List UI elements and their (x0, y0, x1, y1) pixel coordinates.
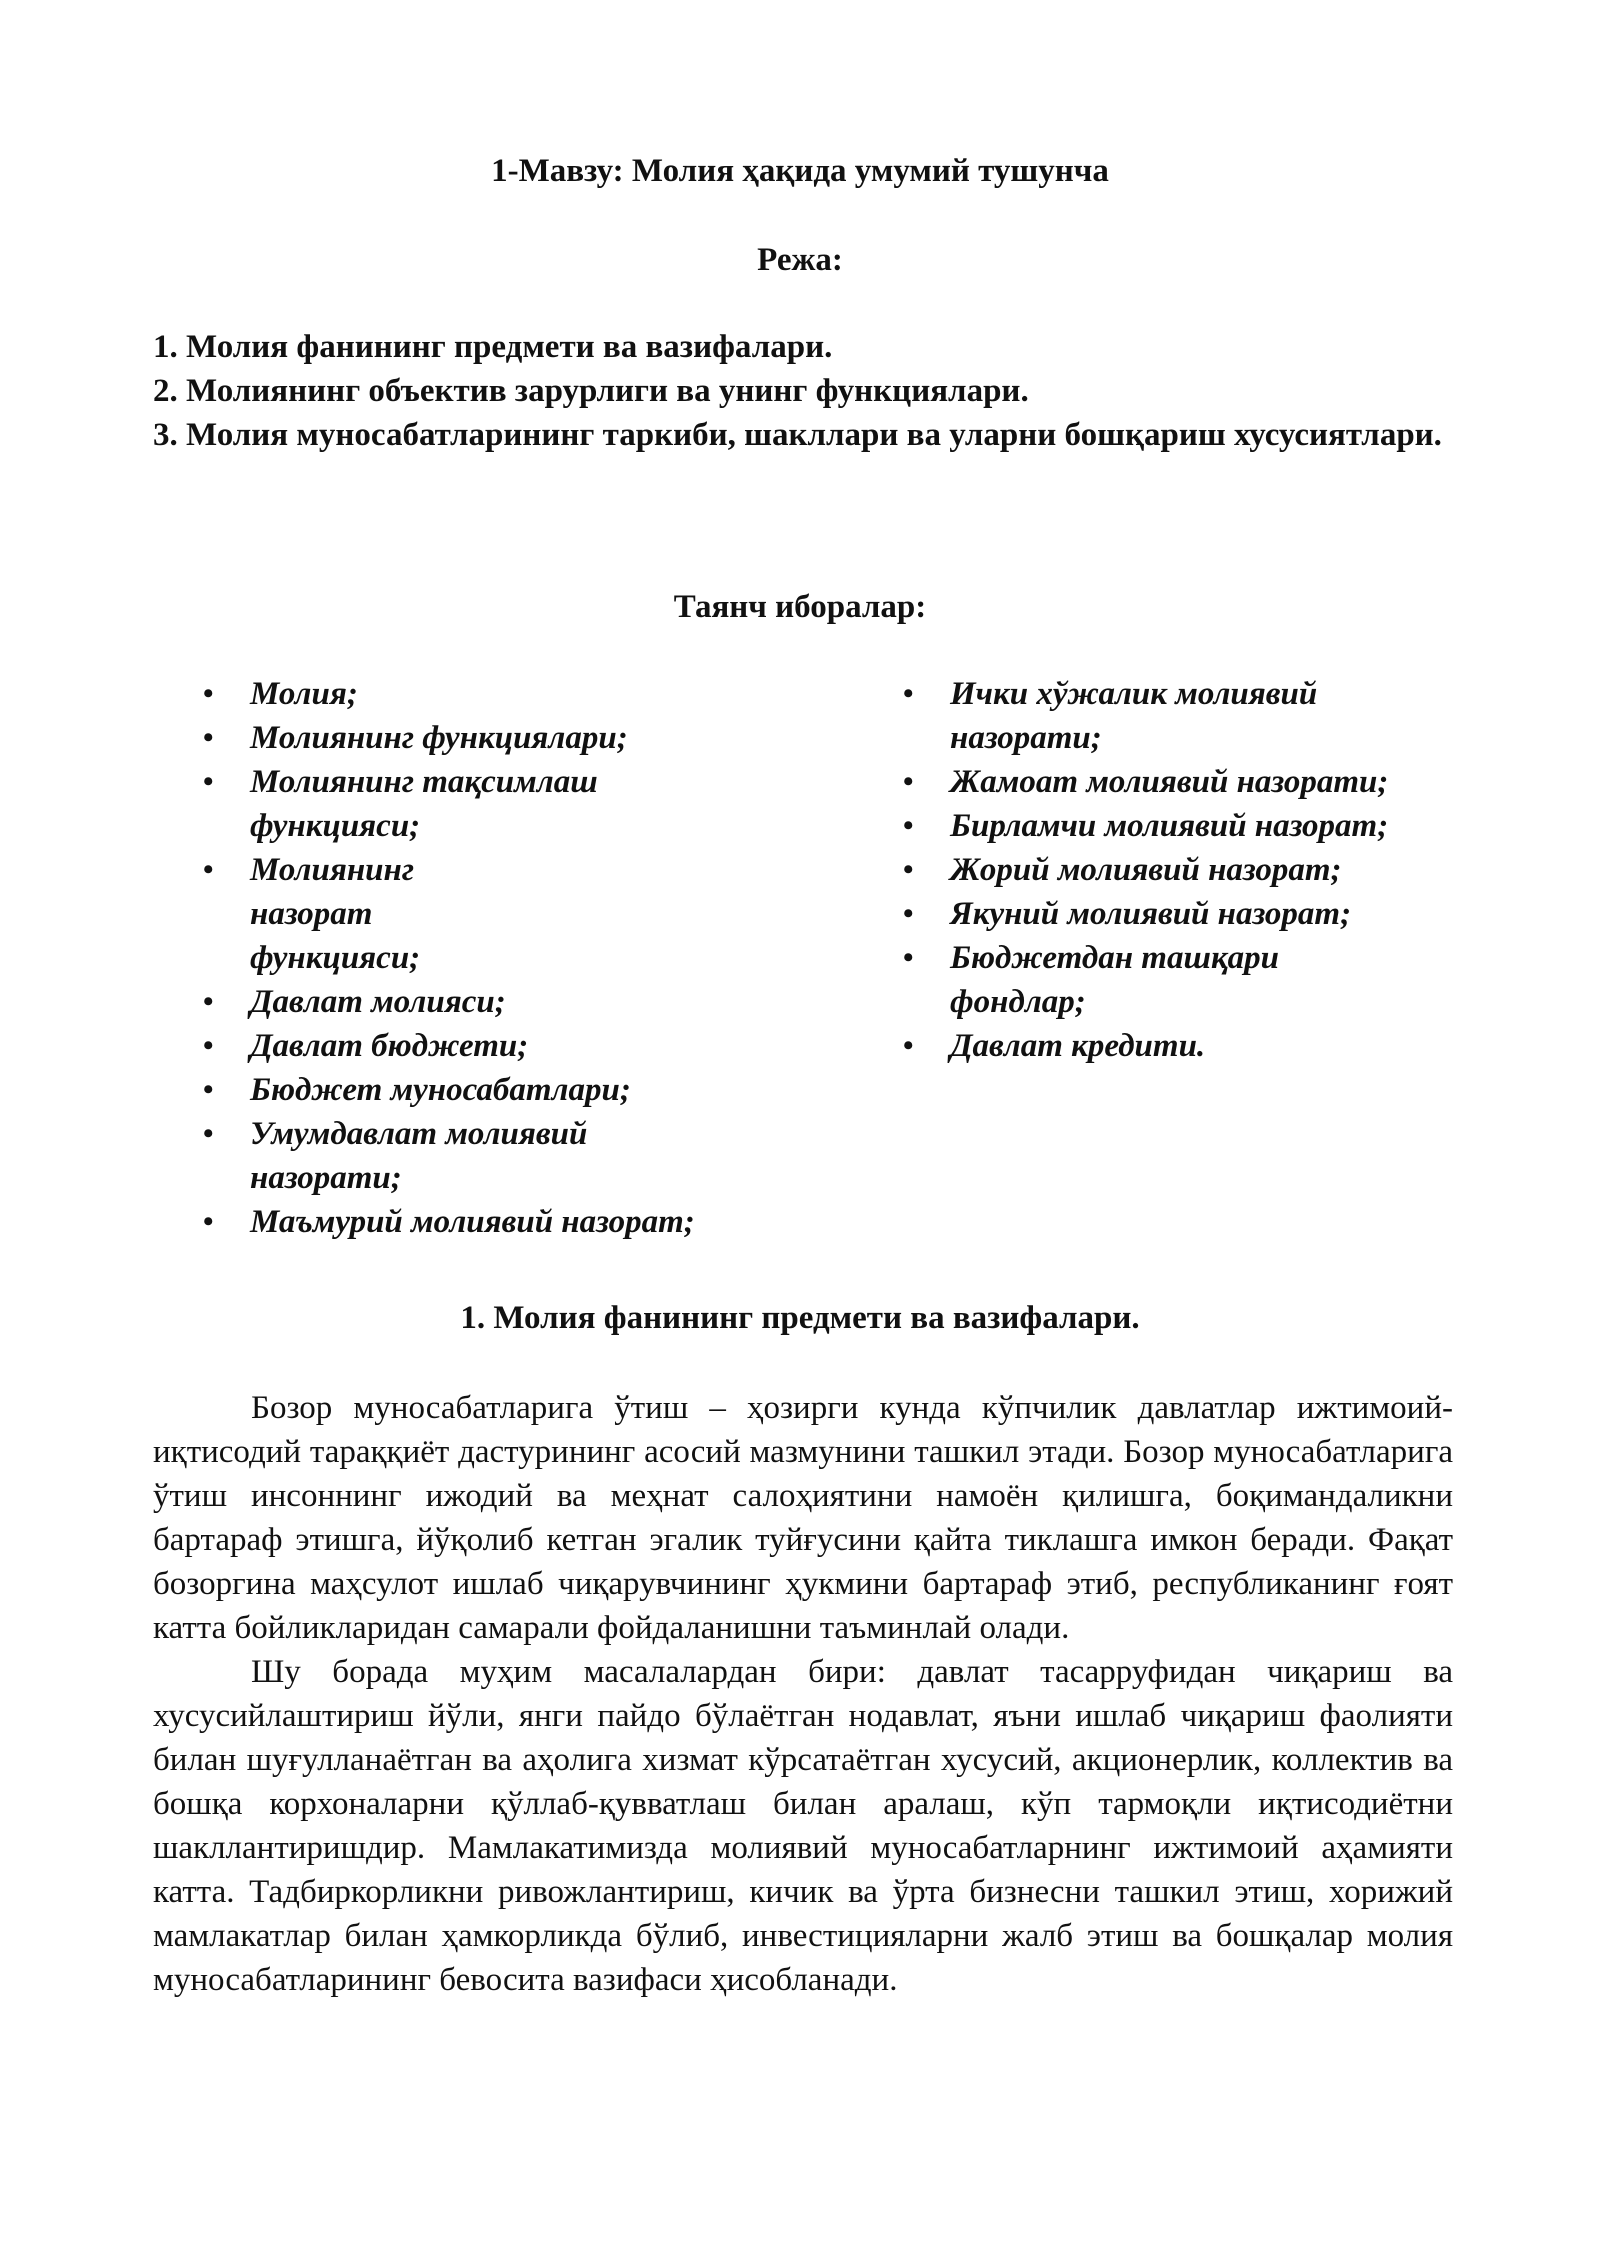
keyword-text: Молиянинг тақсимлаш функцияси; (250, 764, 598, 844)
keyword-item (198, 672, 758, 716)
paragraph: Бозор муносабатларига ўтиш – ҳозирги кунда кўпчилик давлатлар ижтимоий-иқтисодий тараққиёт дастурининг асосий мазмунини ташкил этади. Бозор муносабатларига ўтиш инсоннинг ижодий ва меҳнат салоҳиятини намоён қилишга, боқимандаликни бартараф этишга, йўқолиб кетган эгалик туйғусини қайта тиклашга имкон беради. Фақат бозоргина маҳсулот ишлаб чиқарувчининг ҳукмини бартараф этиб, республиканинг ғоят катта бойликларидан самарали фойдаланишни таъминлай олади. (153, 1390, 1453, 1646)
bullet-icon: • (203, 1073, 214, 1106)
keyword-item (198, 1024, 758, 1068)
keyword-item (198, 1068, 758, 1112)
keyword-text: Бюджетдан ташқари фондлар; (950, 940, 1280, 1020)
bullet-icon: • (203, 1029, 214, 1062)
keyword-item (898, 936, 1400, 1024)
keyword-text: Давлат бюджети; (250, 1028, 529, 1064)
keyword-item (198, 980, 758, 1024)
keyword-text: Умумдавлат молиявий назорати; (250, 1116, 588, 1196)
section-body (153, 1386, 1453, 2002)
keyword-text: Жамоат молиявий назорати; (950, 764, 1389, 800)
bullet-icon: • (203, 985, 214, 1018)
keyword-item (198, 848, 470, 980)
bullet-icon: • (203, 853, 214, 886)
bullet-icon: • (203, 721, 214, 754)
keyword-text: Молиянинг назорат функцияси; (250, 852, 421, 976)
bullet-icon: • (903, 677, 914, 710)
bullet-icon: • (903, 941, 914, 974)
keyword-item (198, 1112, 630, 1200)
bullet-icon: • (903, 765, 914, 798)
bullet-icon: • (203, 765, 214, 798)
bullet-icon: • (903, 853, 914, 886)
plan-item: 2. Молиянинг объектив зарурлиги ва унинг функциялари. (153, 373, 1029, 409)
keyword-item (898, 1024, 1458, 1068)
plan-item: 1. Молия фанининг предмети ва вазифалари. (153, 329, 833, 365)
keyword-text: Ички хўжалик молиявий назорати; (950, 676, 1318, 756)
paragraph: Шу борада муҳим масалалардан бири: давлат тасарруфидан чиқариш ва хусусийлаштириш йўли, янги пайдо бўлаётган нодавлат, яъни ишлаб чиқариш фаолияти билан шуғулланаётган ва аҳолига хизмат кўрсатаётган хусусий, акционерлик, коллектив ва бошқа корхоналарни қўллаб-қувватлаш билан аралаш, кўп тармоқли иқтисодиётни шакллантиришдир. Мамлакатимизда молиявий муносабатларнинг ижтимоий аҳамияти катта. Тадбиркорликни ривожлантириш, кичик ва ўрта бизнесни ташкил этиш, хорижий мамлакатлар билан ҳамкорликда бўлиб, инвестицияларни жалб этиш ва бошқалар молия муносабатларининг бевосита вазифаси ҳисобланади. (153, 1654, 1453, 1998)
bullet-icon: • (903, 897, 914, 930)
keyword-text: Маъмурий молиявий назорат; (250, 1204, 695, 1240)
section-heading: 1. Молия фанининг предмети ва вазифалари. (460, 1300, 1140, 1336)
keyword-item (898, 848, 1458, 892)
keyword-text: Молиянинг функциялари; (250, 720, 628, 756)
keyword-text: Жорий молиявий назорат; (950, 852, 1342, 888)
keyword-item (898, 804, 1390, 848)
keyword-item (898, 892, 1458, 936)
keyword-text: Давлат кредити. (950, 1028, 1206, 1064)
keyword-item (898, 672, 1450, 760)
keyword-text: Молия; (250, 676, 358, 712)
keywords-left-column (198, 672, 758, 1244)
keyword-item (198, 716, 758, 760)
keyword-text: Якуний молиявий назорат; (950, 896, 1352, 932)
document-title: 1-Мавзу: Молия ҳақида умумий тушунча (491, 153, 1109, 189)
bullet-icon: • (903, 809, 914, 842)
bullet-icon: • (203, 677, 214, 710)
keyword-item (198, 1200, 758, 1244)
keyword-text: Бюджет муносабатлари; (250, 1072, 631, 1108)
bullet-icon: • (203, 1205, 214, 1238)
keywords-heading: Таянч иборалар: (673, 589, 927, 625)
bullet-icon: • (203, 1117, 214, 1150)
keyword-item (198, 760, 720, 848)
keyword-item (898, 760, 1458, 804)
bullet-icon: • (903, 1029, 914, 1062)
keyword-text: Бирламчи молиявий назорат; (950, 808, 1389, 844)
plan-item: 3. Молия муносабатларининг таркиби, шакллари ва уларни бошқариш хусусиятлари. (153, 417, 1442, 453)
plan-heading: Режа: (757, 242, 843, 278)
keywords-right-column (898, 672, 1458, 1068)
keyword-text: Давлат молияси; (250, 984, 506, 1020)
plan-list (153, 325, 1453, 457)
